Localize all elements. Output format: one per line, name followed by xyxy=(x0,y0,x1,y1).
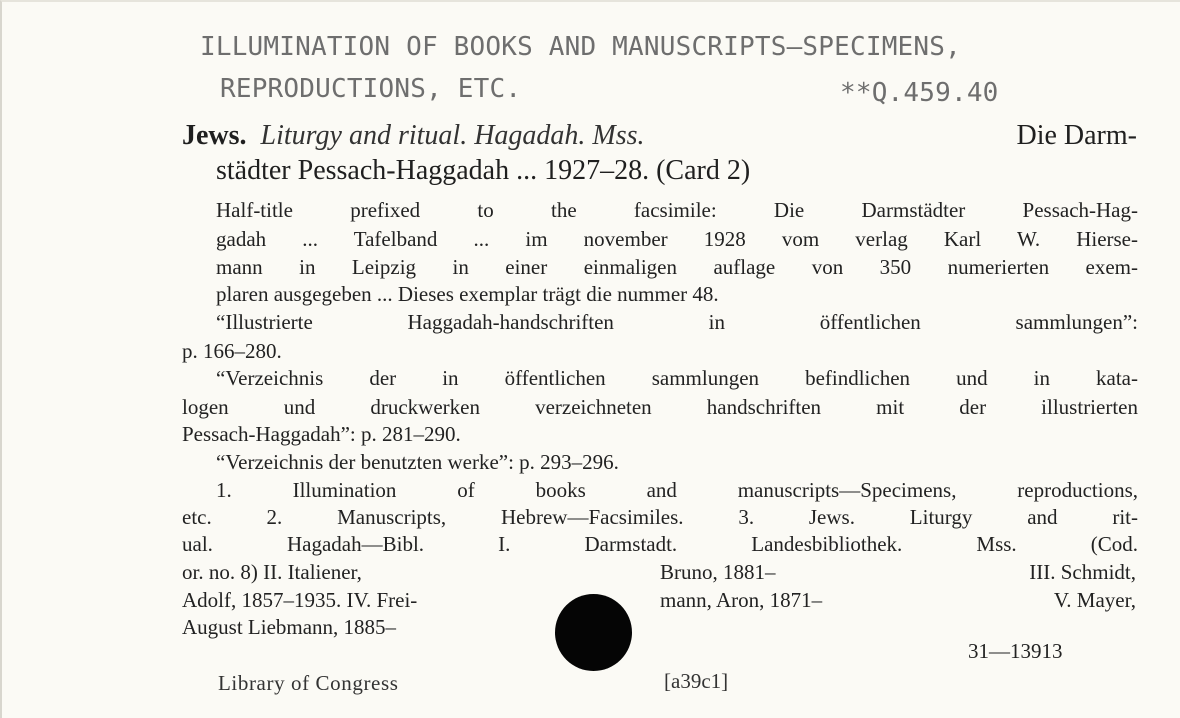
main-entry-line-1 xyxy=(182,120,1137,152)
note-line: gadah ... Tafelband ... im november 1928 vom verlag Karl W. Hierse- xyxy=(216,227,1138,251)
library-imprint: Library of Congress xyxy=(218,671,399,695)
note-line: logen und druckwerken verzeichneten handschriften mit der illustrierten xyxy=(182,395,1138,419)
tracing-line: III. Schmidt, xyxy=(1029,560,1136,584)
tracing-line: or. no. 8) II. Italiener, xyxy=(182,560,362,584)
tracing-line: ual. Hagadah—Bibl. I. Darmstadt. Landesbibliothek. Mss. (Cod. xyxy=(182,532,1138,556)
tracing-line: 1. Illumination of books and manuscripts—Specimens, reproductions, xyxy=(216,478,1138,502)
tracing-line: August Liebmann, 1885– xyxy=(182,615,397,639)
main-entry-line-2: städter Pessach-Haggadah ... 1927–28. (Card 2) xyxy=(216,155,751,186)
note-line: mann in Leipzig in einer einmaligen auflage von 350 numerierten exem- xyxy=(216,255,1138,279)
punch-hole xyxy=(555,594,632,671)
print-code: [a39c1] xyxy=(664,669,729,693)
note-line: “Illustrierte Haggadah-handschriften in öffentlichen sammlungen”: xyxy=(216,310,1138,334)
tracing-line: V. Mayer, xyxy=(1053,588,1136,612)
subject-heading-line-1: ILLUMINATION OF BOOKS AND MANUSCRIPTS—SPECIMENS, xyxy=(200,32,961,62)
subject-heading-line-2: REPRODUCTIONS, ETC. xyxy=(220,74,522,104)
note-line: Half-title prefixed to the facsimile: Die Darmstädter Pessach-Hag- xyxy=(216,198,1138,222)
tracing-line: etc. 2. Manuscripts, Hebrew—Facsimiles. 3. Jews. Liturgy and rit- xyxy=(182,505,1138,529)
uniform-title: Liturgy and ritual. Hagadah. Mss. xyxy=(260,120,645,151)
main-entry-heading: Jews. xyxy=(182,120,247,151)
note-line: “Verzeichnis der in öffentlichen sammlungen befindlichen und in kata- xyxy=(216,366,1138,390)
call-number: **Q.459.40 xyxy=(840,78,999,108)
tracing-line: Adolf, 1857–1935. IV. Frei- xyxy=(182,588,418,612)
note-line: p. 166–280. xyxy=(182,339,282,363)
note-line: Pessach-Haggadah”: p. 281–290. xyxy=(182,422,461,446)
note-line: “Verzeichnis der benutzten werke”: p. 293–296. xyxy=(216,450,619,474)
card-number: 31—13913 xyxy=(968,639,1063,663)
tracing-line: mann, Aron, 1871– xyxy=(660,588,823,612)
title-start: Die Darm- xyxy=(1016,120,1137,151)
note-line: plaren ausgegeben ... Dieses exemplar trägt die nummer 48. xyxy=(216,282,719,306)
tracing-line: Bruno, 1881– xyxy=(660,560,776,584)
